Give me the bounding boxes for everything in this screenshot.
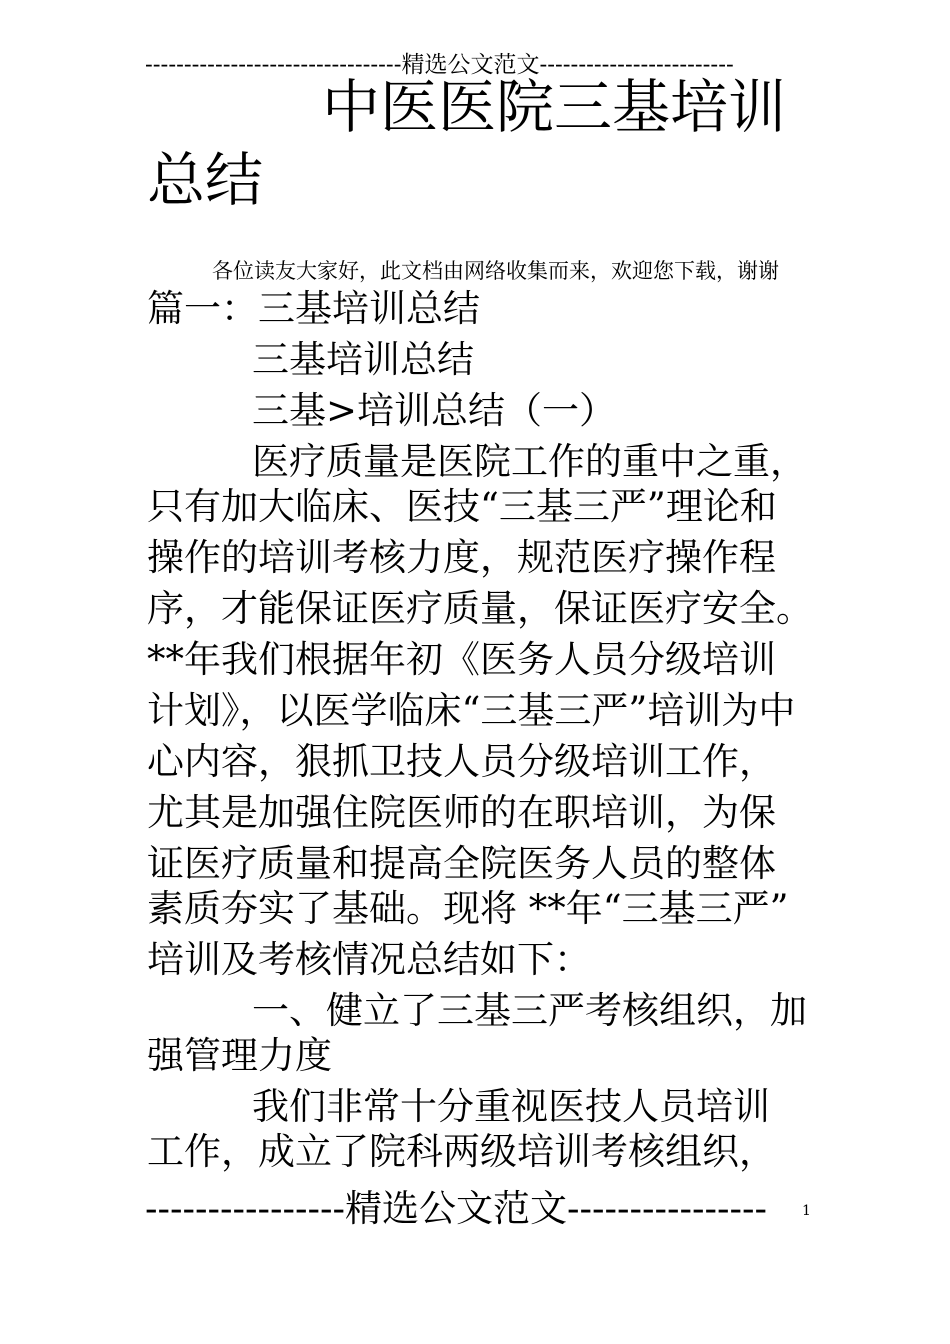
body-line: 计划》，以医学临床“三基三严”培训为中 (147, 689, 796, 732)
body-line: 篇一：三基培训总结 (147, 287, 480, 330)
body-line: 序，才能保证医疗质量，保证医疗安全。 (147, 587, 813, 630)
body-line: 工作，成立了院科两级培训考核组织， (147, 1130, 776, 1173)
body-line: 素质夯实了基础。现将 **年“三基三严” (147, 887, 789, 930)
body-line: 三基>培训总结（一） (252, 389, 617, 432)
document-title-line-2: 总结 (147, 146, 264, 214)
body-line: 心内容，狠抓卫技人员分级培训工作， (147, 740, 776, 783)
body-line: 医疗质量是医院工作的重中之重， (252, 440, 807, 483)
document-title-line-1: 中医医院三基培训 (322, 73, 787, 141)
body-line: **年我们根据年初《医务人员分级培训 (147, 638, 776, 681)
body-line: 一、健立了三基三严考核组织，加 (252, 989, 807, 1032)
body-line: 尤其是加强住院医师的在职培训，为保 (147, 791, 776, 834)
page-footer: ----------------精选公文范文---------------- (145, 1187, 768, 1230)
body-line: 证医疗质量和提高全院医务人员的整体 (147, 842, 776, 885)
body-line: 强管理力度 (147, 1034, 332, 1077)
body-line: 只有加大临床、医技“三基三严”理论和 (147, 485, 777, 528)
body-line: 培训及考核情况总结如下： (147, 938, 591, 981)
body-line: 我们非常十分重视医技人员培训 (252, 1085, 770, 1128)
body-line: 三基培训总结 (252, 338, 474, 381)
page-header: ---------------------------------精选公文范文------------------------- (145, 52, 734, 78)
body-line: 操作的培训考核力度，规范医疗操作程 (147, 536, 776, 579)
page-number: 1 (802, 1203, 811, 1219)
reader-notice: 各位读友大家好，此文档由网络收集而来，欢迎您下载，谢谢 (212, 259, 779, 283)
